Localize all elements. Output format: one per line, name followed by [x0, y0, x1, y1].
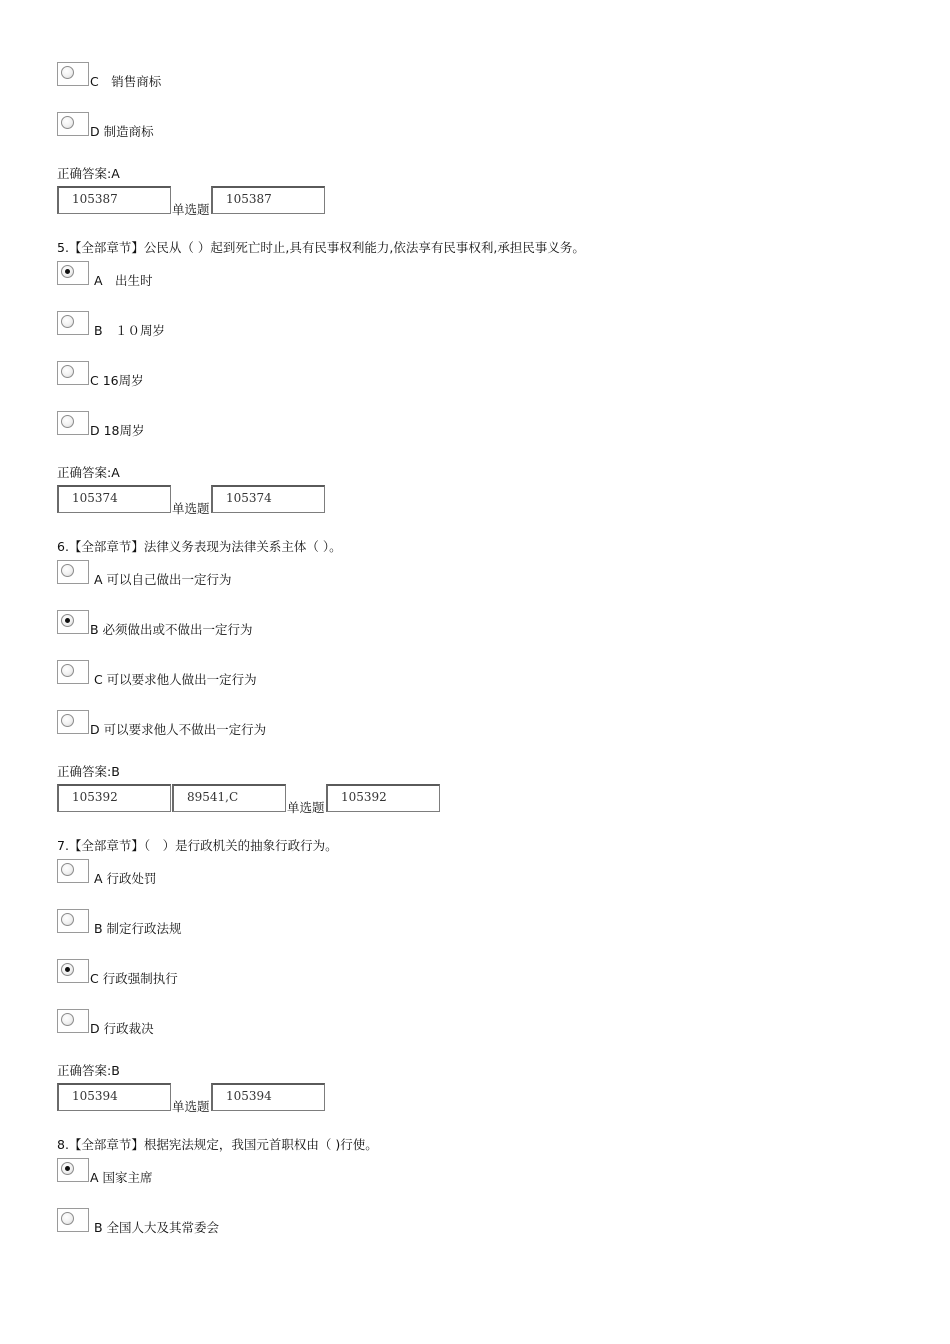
answer-id-field[interactable]: 105374 [57, 485, 171, 513]
radio-frame [57, 311, 89, 335]
radio-frame [57, 1208, 89, 1232]
radio-frame [57, 112, 89, 136]
radio-frame [57, 610, 89, 634]
radio-button[interactable] [61, 913, 74, 926]
radio-button[interactable] [61, 963, 74, 976]
radio-button[interactable] [61, 1212, 74, 1225]
question-type-label: 单选题 [172, 202, 210, 217]
radio-button[interactable] [61, 714, 74, 727]
radio-button[interactable] [61, 315, 74, 328]
radio-button[interactable] [61, 365, 74, 378]
answer-id-field[interactable]: 105387 [211, 186, 325, 214]
option-label: B 制定行政法规 [90, 921, 182, 936]
radio-button[interactable] [61, 863, 74, 876]
answer-id-field[interactable]: 105392 [57, 784, 171, 812]
radio-frame [57, 361, 89, 385]
answer-id-field[interactable]: 105374 [211, 485, 325, 513]
option-label: C 可以要求他人做出一定行为 [90, 672, 257, 687]
answer-id-field[interactable]: 89541,C [172, 784, 286, 812]
option-label: B 全国人大及其常委会 [90, 1220, 220, 1235]
option-label: C 行政强制执行 [90, 971, 178, 986]
radio-frame [57, 660, 89, 684]
option-label: B １０周岁 [90, 323, 166, 338]
option-label: A 国家主席 [90, 1170, 153, 1185]
radio-frame [57, 859, 89, 883]
option-label: B 必须做出或不做出一定行为 [90, 622, 253, 637]
option-label: D 制造商标 [90, 124, 154, 139]
answer-id-field[interactable]: 105394 [57, 1083, 171, 1111]
radio-frame [57, 411, 89, 435]
radio-frame [57, 62, 89, 86]
radio-button[interactable] [61, 1162, 74, 1175]
option-label: D 可以要求他人不做出一定行为 [90, 722, 267, 737]
question-type-label: 单选题 [287, 800, 325, 815]
radio-button[interactable] [61, 415, 74, 428]
correct-answer: 正确答案:A [57, 166, 120, 181]
question-type-label: 单选题 [172, 501, 210, 516]
radio-button[interactable] [61, 1013, 74, 1026]
answer-id-field[interactable]: 105387 [57, 186, 171, 214]
correct-answer: 正确答案:B [57, 1063, 120, 1078]
radio-frame [57, 1158, 89, 1182]
question-title: 7.【全部章节】（ ）是行政机关的抽象行政行为。 [57, 838, 338, 853]
radio-frame [57, 909, 89, 933]
radio-button[interactable] [61, 265, 74, 278]
option-label: A 可以自己做出一定行为 [90, 572, 232, 587]
radio-button[interactable] [61, 664, 74, 677]
option-label: C 销售商标 [90, 74, 162, 89]
answer-id-field[interactable]: 105392 [326, 784, 440, 812]
radio-frame [57, 261, 89, 285]
question-title: 6.【全部章节】法律义务表现为法律关系主体（ ）。 [57, 539, 342, 554]
answer-id-field[interactable]: 105394 [211, 1083, 325, 1111]
correct-answer: 正确答案:A [57, 465, 120, 480]
radio-frame [57, 1009, 89, 1033]
correct-answer: 正确答案:B [57, 764, 120, 779]
radio-frame [57, 710, 89, 734]
option-label: C 16周岁 [90, 373, 144, 388]
option-label: A 行政处罚 [90, 871, 157, 886]
question-type-label: 单选题 [172, 1099, 210, 1114]
radio-frame [57, 560, 89, 584]
radio-frame [57, 959, 89, 983]
radio-button[interactable] [61, 614, 74, 627]
question-title: 8.【全部章节】根据宪法规定，我国元首职权由（ )行使。 [57, 1137, 378, 1152]
radio-button[interactable] [61, 66, 74, 79]
option-label: A 出生时 [90, 273, 153, 288]
radio-button[interactable] [61, 564, 74, 577]
option-label: D 行政裁决 [90, 1021, 154, 1036]
option-label: D 18周岁 [90, 423, 145, 438]
question-title: 5.【全部章节】公民从（ ）起到死亡时止,具有民事权利能力,依法享有民事权利,承担民事义务。 [57, 240, 585, 255]
radio-button[interactable] [61, 116, 74, 129]
